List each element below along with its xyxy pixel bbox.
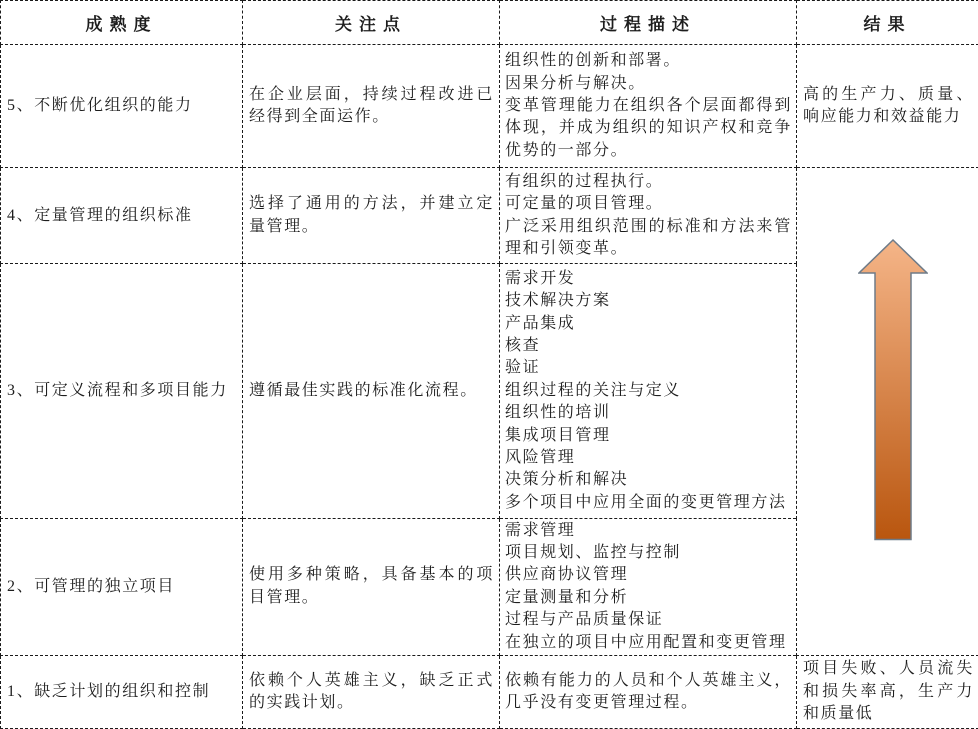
process-line: 产品集成 bbox=[505, 314, 576, 332]
maturity-cell: 1、缺乏计划的组织和控制 bbox=[1, 655, 243, 728]
process-line: 有组织的过程执行。 bbox=[505, 172, 664, 190]
process-line: 验证 bbox=[505, 359, 541, 377]
maturity-cell: 2、可管理的独立项目 bbox=[1, 518, 243, 655]
process-line: 需求开发 bbox=[505, 269, 576, 287]
focus-cell: 选择了通用的方法，并建立定量管理。 bbox=[243, 168, 500, 264]
header-process: 过程描述 bbox=[500, 1, 797, 45]
process-line: 过程与产品质量保证 bbox=[505, 611, 664, 629]
process-line: 定量测量和分析 bbox=[505, 588, 629, 606]
process-line: 需求管理 bbox=[505, 521, 576, 539]
up-arrow-icon bbox=[858, 239, 928, 541]
process-line: 风险管理 bbox=[505, 449, 576, 467]
header-result: 结果 bbox=[797, 1, 978, 45]
process-line: 组织性的培训 bbox=[505, 404, 611, 422]
header-row bbox=[1, 1, 978, 45]
header-focus: 关注点 bbox=[243, 1, 500, 45]
process-line: 广泛采用组织范围的标准和方法来管理和引领变革。 bbox=[505, 217, 792, 258]
process-line: 因果分析与解决。 bbox=[505, 74, 646, 92]
result-cell: 项目失败、人员流失和损失率高，生产力和质量低 bbox=[797, 655, 978, 728]
process-line: 组织过程的关注与定义 bbox=[505, 381, 682, 399]
process-line: 依赖有能力的人员和个人英雄主义，几乎没有变更管理过程。 bbox=[505, 671, 792, 711]
maturity-cell: 5、不断优化组织的能力 bbox=[1, 45, 243, 168]
process-line: 在独立的项目中应用配置和变更管理 bbox=[505, 633, 787, 651]
header-maturity: 成熟度 bbox=[1, 1, 243, 45]
process-cell bbox=[500, 168, 797, 264]
process-cell bbox=[500, 655, 797, 728]
process-line: 变革管理能力在组织各个层面都得到体现，并成为组织的知识产权和竞争优势的一部分。 bbox=[505, 96, 792, 159]
process-cell bbox=[500, 264, 797, 518]
process-line: 可定量的项目管理。 bbox=[505, 195, 664, 213]
table-row-level-5 bbox=[1, 45, 978, 168]
focus-cell: 使用多种策略，具备基本的项目管理。 bbox=[243, 518, 500, 655]
process-cell bbox=[500, 518, 797, 655]
result-merged-cell bbox=[797, 168, 978, 656]
process-line: 组织性的创新和部署。 bbox=[505, 52, 682, 70]
table-row-level-4 bbox=[1, 168, 978, 264]
process-line: 技术解决方案 bbox=[505, 292, 611, 310]
process-cell bbox=[500, 45, 797, 168]
result-cell: 高的生产力、质量、响应能力和效益能力 bbox=[797, 45, 978, 168]
process-line: 核查 bbox=[505, 336, 541, 354]
process-line: 多个项目中应用全面的变更管理方法 bbox=[505, 493, 787, 511]
maturity-cell: 3、可定义流程和多项目能力 bbox=[1, 264, 243, 518]
focus-cell: 遵循最佳实践的标准化流程。 bbox=[243, 264, 500, 518]
table-row-level-1 bbox=[1, 655, 978, 728]
process-line: 决策分析和解决 bbox=[505, 471, 629, 489]
process-line: 供应商协议管理 bbox=[505, 566, 629, 584]
process-line: 项目规划、监控与控制 bbox=[505, 543, 682, 561]
process-line: 集成项目管理 bbox=[505, 426, 611, 444]
focus-cell: 在企业层面，持续过程改进已经得到全面运作。 bbox=[243, 45, 500, 168]
maturity-cell: 4、定量管理的组织标准 bbox=[1, 168, 243, 264]
focus-cell: 依赖个人英雄主义，缺乏正式的实践计划。 bbox=[243, 655, 500, 728]
